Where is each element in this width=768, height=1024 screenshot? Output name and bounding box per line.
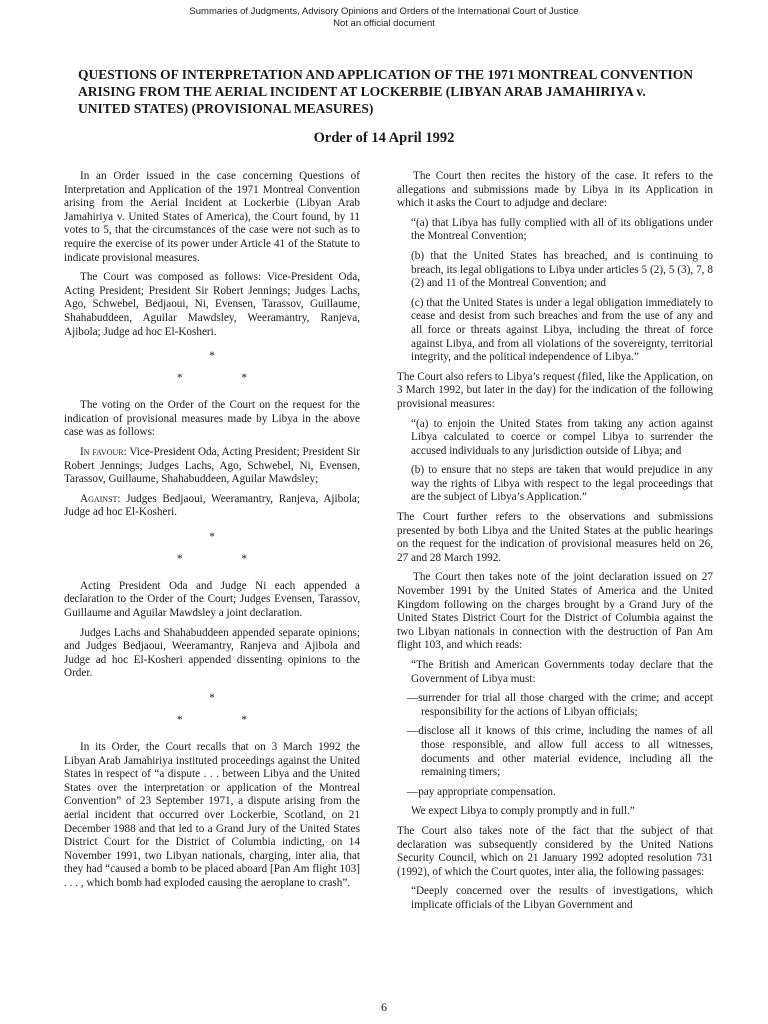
- label-against: Against:: [80, 492, 121, 505]
- paragraph-against: [64, 493, 360, 520]
- quote: “(a) to enjoin the United States from taking any action against Libya calculated to coerce or compel Libya to surrender the accused individuals to any jurisdiction outside of Libya; and: [411, 417, 713, 457]
- paragraph: The Court was composed as follows: Vice-President Oda, Acting President; President Sir Robert Jennings; Judges Lachs, Ago, Schwebel, Bedjaoui, Ni, Evensen, Tarassov, Guillaume, Shahabuddeen, Aguilar Mawdsley, Weeramantry, Ranjeva, Ajibola; Judge ad hoc El-Kosheri.: [64, 271, 360, 338]
- demand-item: —surrender for trial all those charged with the crime; and accept responsibility for the actions of Libyan officials;: [407, 692, 713, 718]
- paragraph: In its Order, the Court recalls that on 3 March 1992 the Libyan Arab Jamahiriya instituted proceedings against the United States in respect of “a dispute . . . between Libya and the United States over the interpretation or application of the Montreal Convention” of 23 September 1971, a dispute arising from the aerial incident that occurred over Lockerbie, Scotland, on 21 December 1988 and that led to a Grand Jury of the United States District Court for the District of Columbia indicting, on 14 November 1991, two Libyan nationals, charging, inter alia, that they had “caused a bomb to be placed aboard [Pan Am flight 103] . . . , which bomb had exploded causing the aeroplane to crash”.: [64, 741, 360, 889]
- star-top: *: [209, 692, 215, 705]
- demand-item: —pay appropriate compensation.: [407, 785, 556, 798]
- paragraph: The Court then takes note of the joint declaration issued on 27 November 1991 by the United States of America and the United Kingdom following on the charges brought by a Grand Jury of the United States District Court for the District of Columbia against the two Libyan nationals in connection with the destruction of Pan Am flight 103, and which reads:: [397, 571, 713, 652]
- demand-item: —disclose all it knows of this crime, including the names of all those responsible, and allow full access to all witnesses, documents and other material evidence, including all the remaining timers;: [407, 725, 713, 779]
- quote: “Deeply concerned over the results of investigations, which implicate officials of the Libyan Government and: [411, 885, 713, 911]
- quote: (b) that the United States has breached, and is continuing to breach, its legal obligations to Libya under articles 5 (2), 5 (3), 7, 8 (2) and 11 of the Montreal Convention; and: [411, 249, 713, 290]
- quote: (c) that the United States is under a legal obligation immediately to cease and desist from such breaches and from the use of any and all force or threats against Libya, including the threat of force against Libya, and from all violations of the sovereignty, territorial integrity, and the political independence of Libya.”: [411, 296, 713, 364]
- section-separator: [64, 530, 360, 566]
- paragraph: In an Order issued in the case concerning Questions of Interpretation and Application of the 1971 Montreal Convention arising from the Aerial Incident at Lockerbie (Libyan Arab Jamahiriya v. United States of America), the Court found, by 11 votes to 5, that the circumstances of the case were not such as to require the exercise of its power under Article 41 of the Statute to indicate provisional measures.: [64, 170, 360, 264]
- star-bottom: * *: [177, 552, 275, 565]
- quote: (b) to ensure that no steps are taken that would prejudice in any way the rights of Libya with respect to the legal proceedings that are the subject of Libya’s Application.”: [411, 464, 713, 504]
- star-top: *: [209, 350, 215, 363]
- running-header: [0, 6, 768, 30]
- star-bottom: * *: [177, 372, 275, 385]
- page-number: 6: [381, 1000, 387, 1014]
- order-date: Order of 14 April 1992: [313, 130, 455, 146]
- paragraph: The Court also refers to Libya’s request (filed, like the Application, on 3 March 1992, but later in the day) for the indication of the following provisional measures:: [397, 370, 713, 410]
- star-bottom: * *: [177, 714, 275, 727]
- quote: “The British and American Governments today declare that the Government of Libya must:: [411, 659, 713, 685]
- paragraph: Judges Lachs and Shahabuddeen appended separate opinions; and Judges Bedjaoui, Weeramantry, Ranjeva and Ajibola and Judge ad hoc El-Kosheri appended dissenting opinions to the Order.: [64, 626, 360, 680]
- section-separator: [64, 691, 360, 727]
- case-title: QUESTIONS OF INTERPRETATION AND APPLICATION OF THE 1971 MONTREAL CONVENTION ARISING FROM THE AERIAL INCIDENT AT LOCKERBIE (LIBYAN ARAB JAMAHIRIYA v. UNITED STATES) (PROVISIONAL MEASURES): [78, 67, 693, 116]
- quote: “(a) that Libya has fully complied with all of its obligations under the Montreal Convention;: [411, 216, 713, 243]
- paragraph-in-favour: [64, 446, 360, 487]
- header-line-2: Not an official document: [333, 18, 435, 29]
- paragraph: The Court then recites the history of the case. It refers to the allegations and submissions made by Libya in its Application in which it asks the Court to adjudge and declare:: [397, 170, 713, 210]
- label-in-favour: In favour:: [80, 445, 127, 458]
- left-column: [64, 170, 360, 897]
- paragraph: The voting on the Order of the Court on the request for the indication of provisional measures made by Libya in the above case was as follows:: [64, 399, 360, 439]
- quote: We expect Libya to comply promptly and in full.”: [411, 805, 635, 818]
- paragraph: Acting President Oda and Judge Ni each appended a declaration to the Order of the Court; Judges Evensen, Tarassov, Guillaume and Aguilar Mawdsley a joint declaration.: [64, 579, 360, 620]
- paragraph: The Court further refers to the observations and submissions presented by both Libya and the United States at the public hearings on the request for the indication of provisional measures held on 26, 27 and 28 March 1992.: [397, 511, 713, 564]
- against-text: Judges Bedjaoui, Weeramantry, Ranjeva, Ajibola; Judge ad hoc El-Kosheri.: [64, 492, 360, 519]
- paragraph: The Court also takes note of the fact that the subject of that declaration was subsequently considered by the United Nations Security Council, which on 21 January 1992 adopted resolution 731 (1992), of which the Court quotes, inter alia, the following passages:: [397, 824, 713, 878]
- header-line-1: Summaries of Judgments, Advisory Opinions and Orders of the International Court of Justice: [189, 6, 579, 17]
- right-column: [397, 170, 713, 919]
- star-top: *: [209, 530, 215, 543]
- in-favour-text: Vice-President Oda, Acting President; President Sir Robert Jennings; Judges Lachs, Ago, Schwebel, Ni, Evensen, Tarassov, Guillaume, Shahabuddeen, Aguilar Mawdsley;: [64, 445, 360, 486]
- section-separator: [64, 349, 360, 385]
